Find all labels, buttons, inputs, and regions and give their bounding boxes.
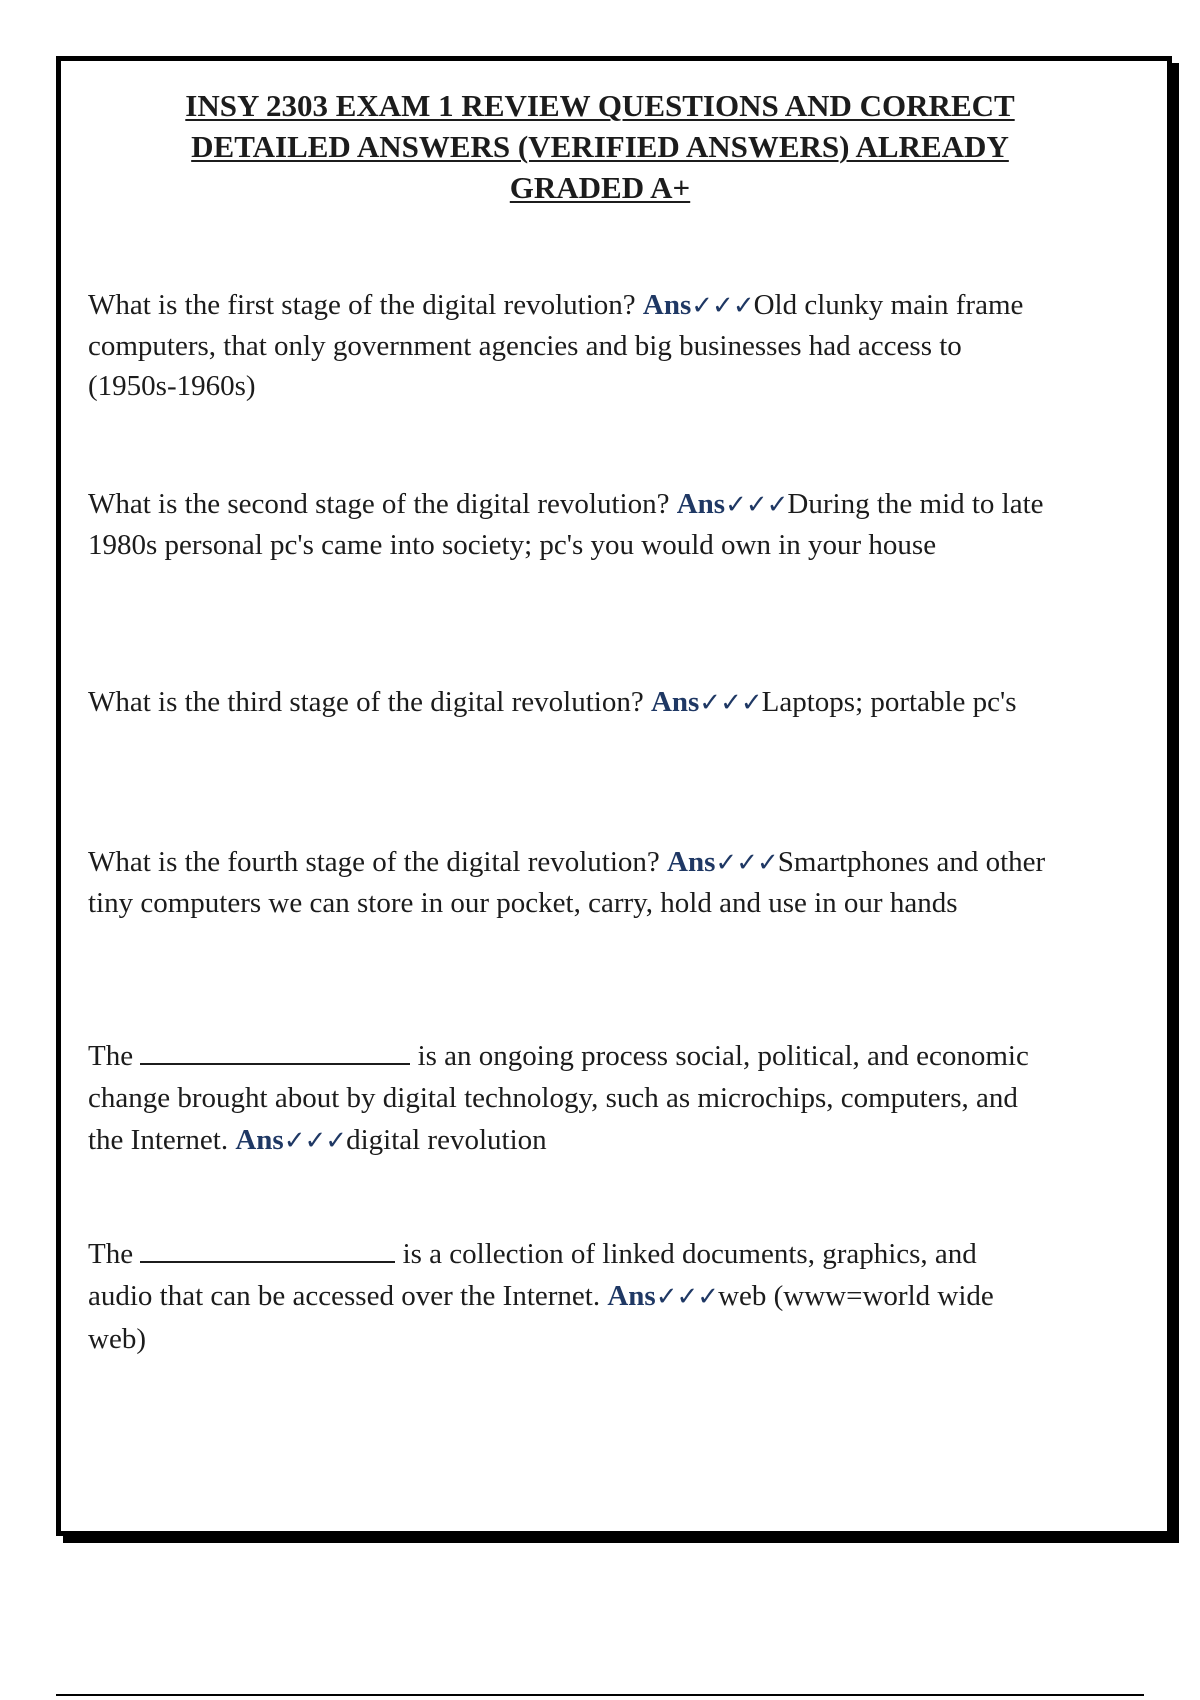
question-1 (88, 285, 1048, 406)
question-text: What is the second stage of the digital revolution? (88, 488, 677, 520)
check-marks-icon: ✓✓✓ (715, 848, 778, 878)
answer-text: web (www=world wide web) (88, 1280, 994, 1355)
ans-label: Ans (676, 488, 726, 520)
fill-in-blank (140, 1235, 395, 1263)
question-text-before: The (88, 1238, 141, 1270)
answer-text: Old clunky main frame computers, that only government agencies and big businesses had access to (1950s-1960s) (88, 289, 1024, 402)
question-text-after: is a collection of linked documents, graphics, and audio that can be accessed over the Internet. (88, 1238, 977, 1312)
question-text: What is the fourth stage of the digital revolution? (88, 846, 668, 878)
check-marks-icon: ✓✓✓ (699, 688, 762, 718)
bottom-divider (56, 1694, 1144, 1696)
answer-text: Smartphones and other tiny computers we can store in our pocket, carry, hold and use in our hands (88, 846, 1046, 919)
question-text: What is the third stage of the digital revolution? (88, 686, 651, 718)
answer-text: During the mid to late 1980s personal pc's came into society; pc's you would own in your house (88, 488, 1044, 561)
ans-label: Ans (607, 1280, 656, 1312)
title-line-3: GRADED A+ (509, 170, 691, 205)
question-3 (88, 682, 1048, 723)
question-5 (88, 1035, 1048, 1162)
ans-label: Ans (650, 686, 700, 718)
ans-label: Ans (642, 289, 692, 321)
question-6 (88, 1233, 1048, 1360)
check-marks-icon: ✓✓✓ (725, 490, 788, 520)
question-text-after: is an ongoing process social, political, and economic change brought about by digital technology, such as microchips, computers, and the Internet. (88, 1040, 1029, 1156)
check-marks-icon: ✓✓✓ (655, 1282, 719, 1312)
title-line-1: INSY 2303 EXAM 1 REVIEW QUESTIONS AND CORRECT (185, 88, 1015, 123)
question-text: What is the first stage of the digital revolution? (88, 289, 643, 321)
title-line-2: DETAILED ANSWERS (VERIFIED ANSWERS) ALREADY (191, 129, 1009, 164)
document-title (80, 85, 1120, 208)
answer-text: digital revolution (346, 1124, 547, 1156)
question-2 (88, 484, 1048, 565)
check-marks-icon: ✓✓✓ (283, 1126, 347, 1156)
question-4 (88, 842, 1048, 923)
ans-label: Ans (667, 846, 716, 878)
answer-text: Laptops; portable pc's (761, 686, 1017, 718)
question-text-before: The (88, 1040, 141, 1072)
ans-label: Ans (235, 1124, 284, 1156)
fill-in-blank (140, 1037, 410, 1065)
check-marks-icon: ✓✓✓ (691, 291, 754, 321)
